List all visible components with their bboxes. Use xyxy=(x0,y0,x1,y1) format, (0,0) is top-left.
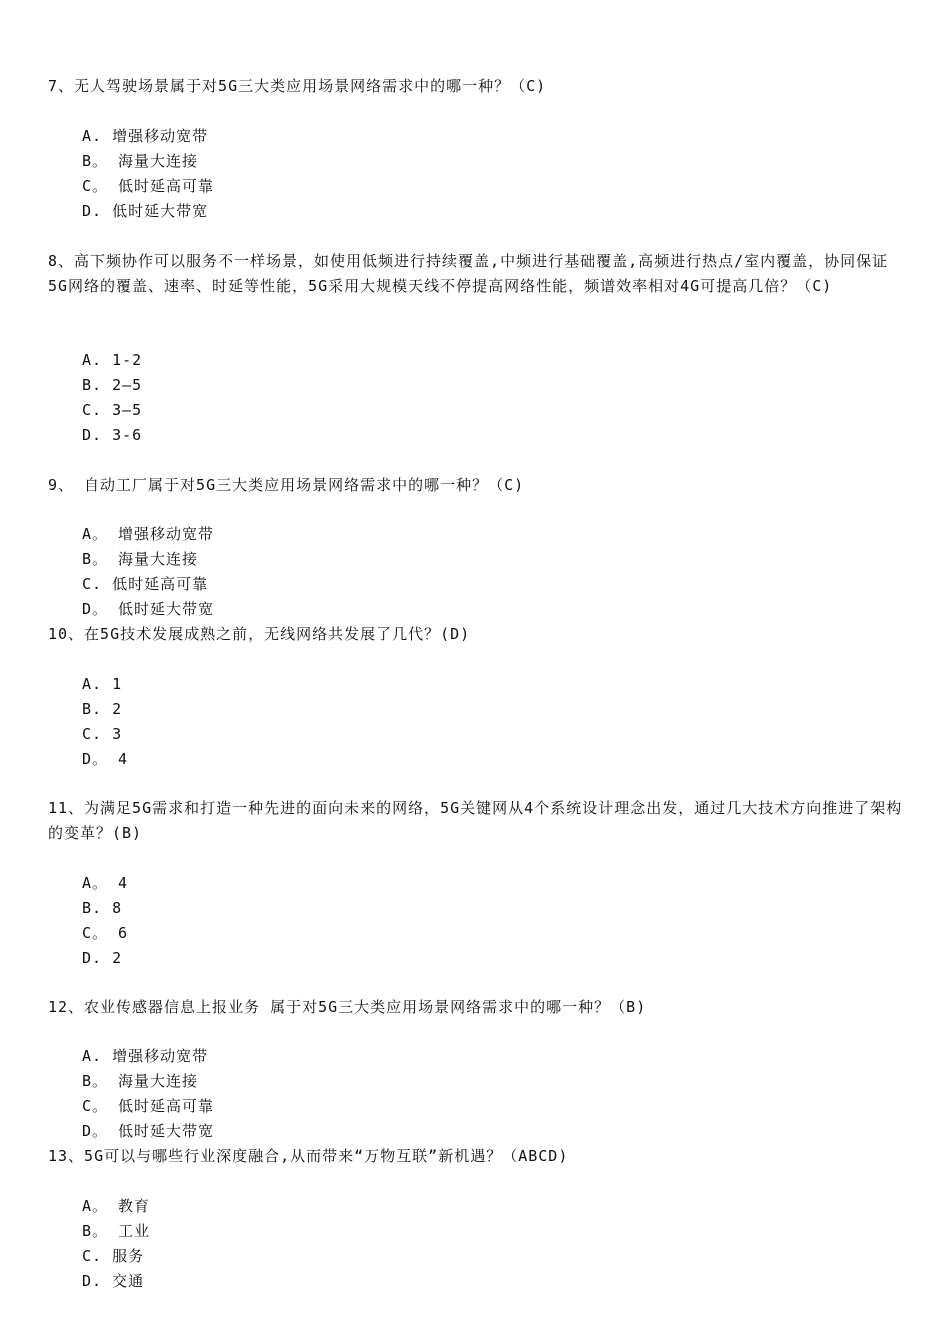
option-a: A. 增强移动宽带 xyxy=(82,127,209,145)
option-c: C. 3 xyxy=(82,725,123,743)
option-d: D. 交通 xyxy=(82,1272,145,1290)
option-b: B. 2 xyxy=(82,700,123,718)
option-c: C. 3—5 xyxy=(82,401,143,419)
option-b: B。 海量大连接 xyxy=(82,1072,199,1090)
question-9: 9、 自动工厂属于对5G三大类应用场景网络需求中的哪一种？（C) xyxy=(48,476,525,494)
question-11-options xyxy=(82,871,582,971)
question-9-options xyxy=(82,522,582,622)
option-a: A. 1 xyxy=(82,675,123,693)
option-d: D. 3-6 xyxy=(82,426,143,444)
option-d: D。 低时延大带宽 xyxy=(82,1122,215,1140)
option-d: D。 4 xyxy=(82,750,129,768)
question-8-options xyxy=(82,348,582,448)
question-11: 11、为满足5G需求和打造一种先进的面向未来的网络，5G关键网从4个系统设计理念出发，通过几大技术方向推进了架构的变革？(B) xyxy=(48,799,903,842)
option-a: A. 1-2 xyxy=(82,351,143,369)
question-8: 8、高下频协作可以服务不一样场景，如使用低频进行持续覆盖,中频进行基础覆盖,高频进行热点/室内覆盖，协同保证5G网络的覆盖、速率、时延等性能，5G采用大规模天线不停提高网络性能，频谱效率相对4G可提高几倍？（C) xyxy=(48,252,889,295)
option-b: B. 8 xyxy=(82,899,123,917)
option-c: C。 低时延高可靠 xyxy=(82,177,215,195)
option-c: C。 低时延高可靠 xyxy=(82,1097,215,1115)
option-c: C. 低时延高可靠 xyxy=(82,575,209,593)
question-13-options xyxy=(82,1194,582,1294)
option-b: B. 2—5 xyxy=(82,376,143,394)
question-7: 7、无人驾驶场景属于对5G三大类应用场景网络需求中的哪一种？（C) xyxy=(48,77,547,95)
question-12-options xyxy=(82,1044,582,1144)
option-a: A。 增强移动宽带 xyxy=(82,525,215,543)
question-13: 13、5G可以与哪些行业深度融合,从而带来“万物互联”新机遇？（ABCD) xyxy=(48,1147,569,1165)
question-7-options xyxy=(82,124,582,224)
question-10: 10、在5G技术发展成熟之前，无线网络共发展了几代？(D) xyxy=(48,625,471,643)
option-a: A。 教育 xyxy=(82,1197,151,1215)
question-10-options xyxy=(82,672,582,772)
option-d: D。 低时延大带宽 xyxy=(82,600,215,618)
option-d: D. 低时延大带宽 xyxy=(82,202,209,220)
option-a: A。 4 xyxy=(82,874,129,892)
question-12: 12、农业传感器信息上报业务 属于对5G三大类应用场景网络需求中的哪一种？（B) xyxy=(48,998,647,1016)
option-a: A. 增强移动宽带 xyxy=(82,1047,209,1065)
option-c: C。 6 xyxy=(82,924,129,942)
option-c: C. 服务 xyxy=(82,1247,145,1265)
option-d: D. 2 xyxy=(82,949,123,967)
option-b: B。 海量大连接 xyxy=(82,550,199,568)
option-b: B。 海量大连接 xyxy=(82,152,199,170)
option-b: B。 工业 xyxy=(82,1222,151,1240)
